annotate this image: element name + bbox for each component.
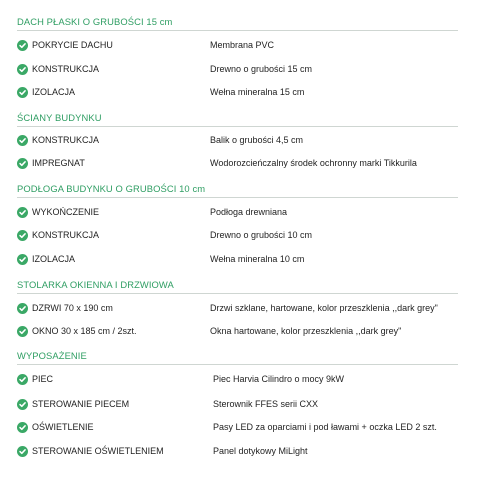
check-circle-icon [17, 374, 28, 385]
check-circle-icon [17, 303, 28, 314]
spec-value: Wełna mineralna 10 cm [210, 254, 305, 264]
spec-row [17, 303, 467, 317]
spec-label: IZOLACJA [32, 254, 76, 264]
spec-row [17, 230, 467, 244]
spec-label: KONSTRUKCJA [32, 135, 100, 145]
spec-row [17, 446, 467, 460]
spec-label: IZOLACJA [32, 87, 76, 97]
check-circle-icon [17, 207, 28, 218]
spec-label: OKNO 30 x 185 cm / 2szt. [32, 326, 137, 336]
spec-value: Drewno o grubości 15 cm [210, 64, 313, 74]
spec-value: Pasy LED za oparciami i pod ławami + oczka LED 2 szt. [213, 422, 437, 432]
check-circle-icon [17, 230, 28, 241]
spec-row [17, 254, 467, 268]
check-circle-icon [17, 399, 28, 410]
spec-row [17, 64, 467, 78]
spec-label: DZRWI 70 x 190 cm [32, 303, 113, 313]
section-title-joinery: STOLARKA OKIENNA I DRZWIOWA [17, 279, 458, 294]
check-circle-icon [17, 40, 28, 51]
check-circle-icon [17, 446, 28, 457]
section-title-equipment: WYPOSAŻENIE [17, 350, 458, 365]
spec-row [17, 87, 467, 101]
spec-row [17, 207, 467, 221]
spec-value: Podłoga drewniana [210, 207, 288, 217]
spec-row [17, 135, 467, 149]
spec-row [17, 422, 467, 436]
spec-value: Wodorozcieńczalny środek ochronny marki Tikkurila [210, 158, 417, 168]
spec-row [17, 158, 467, 172]
spec-label: WYKOŃCZENIE [32, 207, 100, 217]
spec-value: Drewno o grubości 10 cm [210, 230, 313, 240]
spec-label: STEROWANIE PIECEM [32, 399, 130, 409]
spec-label: KONSTRUKCJA [32, 64, 100, 74]
spec-row [17, 374, 467, 388]
spec-value: Balik o grubości 4,5 cm [210, 135, 304, 145]
section-title-floor: PODŁOGA BUDYNKU O GRUBOŚCI 10 cm [17, 183, 458, 198]
spec-value: Drzwi szklane, hartowane, kolor przeszklenia ,,dark grey" [210, 303, 438, 313]
spec-row [17, 399, 467, 413]
check-circle-icon [17, 254, 28, 265]
spec-value: Membrana PVC [210, 40, 275, 50]
spec-value: Wełna mineralna 15 cm [210, 87, 305, 97]
spec-label: PIEC [32, 374, 54, 384]
spec-label: POKRYCIE DACHU [32, 40, 113, 50]
spec-label: KONSTRUKCJA [32, 230, 100, 240]
check-circle-icon [17, 64, 28, 75]
check-circle-icon [17, 326, 28, 337]
check-circle-icon [17, 422, 28, 433]
check-circle-icon [17, 135, 28, 146]
check-circle-icon [17, 87, 28, 98]
section-title-walls: ŚCIANY BUDYNKU [17, 112, 458, 127]
check-circle-icon [17, 158, 28, 169]
spec-value: Okna hartowane, kolor przeszklenia ,,dark grey" [210, 326, 402, 336]
spec-value: Panel dotykowy MiLight [213, 446, 308, 456]
spec-value: Sterownik FFES serii CXX [213, 399, 319, 409]
section-title-roof: DACH PŁASKI O GRUBOŚCI 15 cm [17, 16, 458, 31]
spec-value: Piec Harvia Cilindro o mocy 9kW [213, 374, 345, 384]
spec-label: STEROWANIE OŚWIETLENIEM [32, 446, 164, 456]
spec-label: IMPREGNAT [32, 158, 85, 168]
spec-row [17, 326, 467, 340]
spec-label: OŚWIETLENIE [32, 422, 94, 432]
spec-row [17, 40, 467, 54]
